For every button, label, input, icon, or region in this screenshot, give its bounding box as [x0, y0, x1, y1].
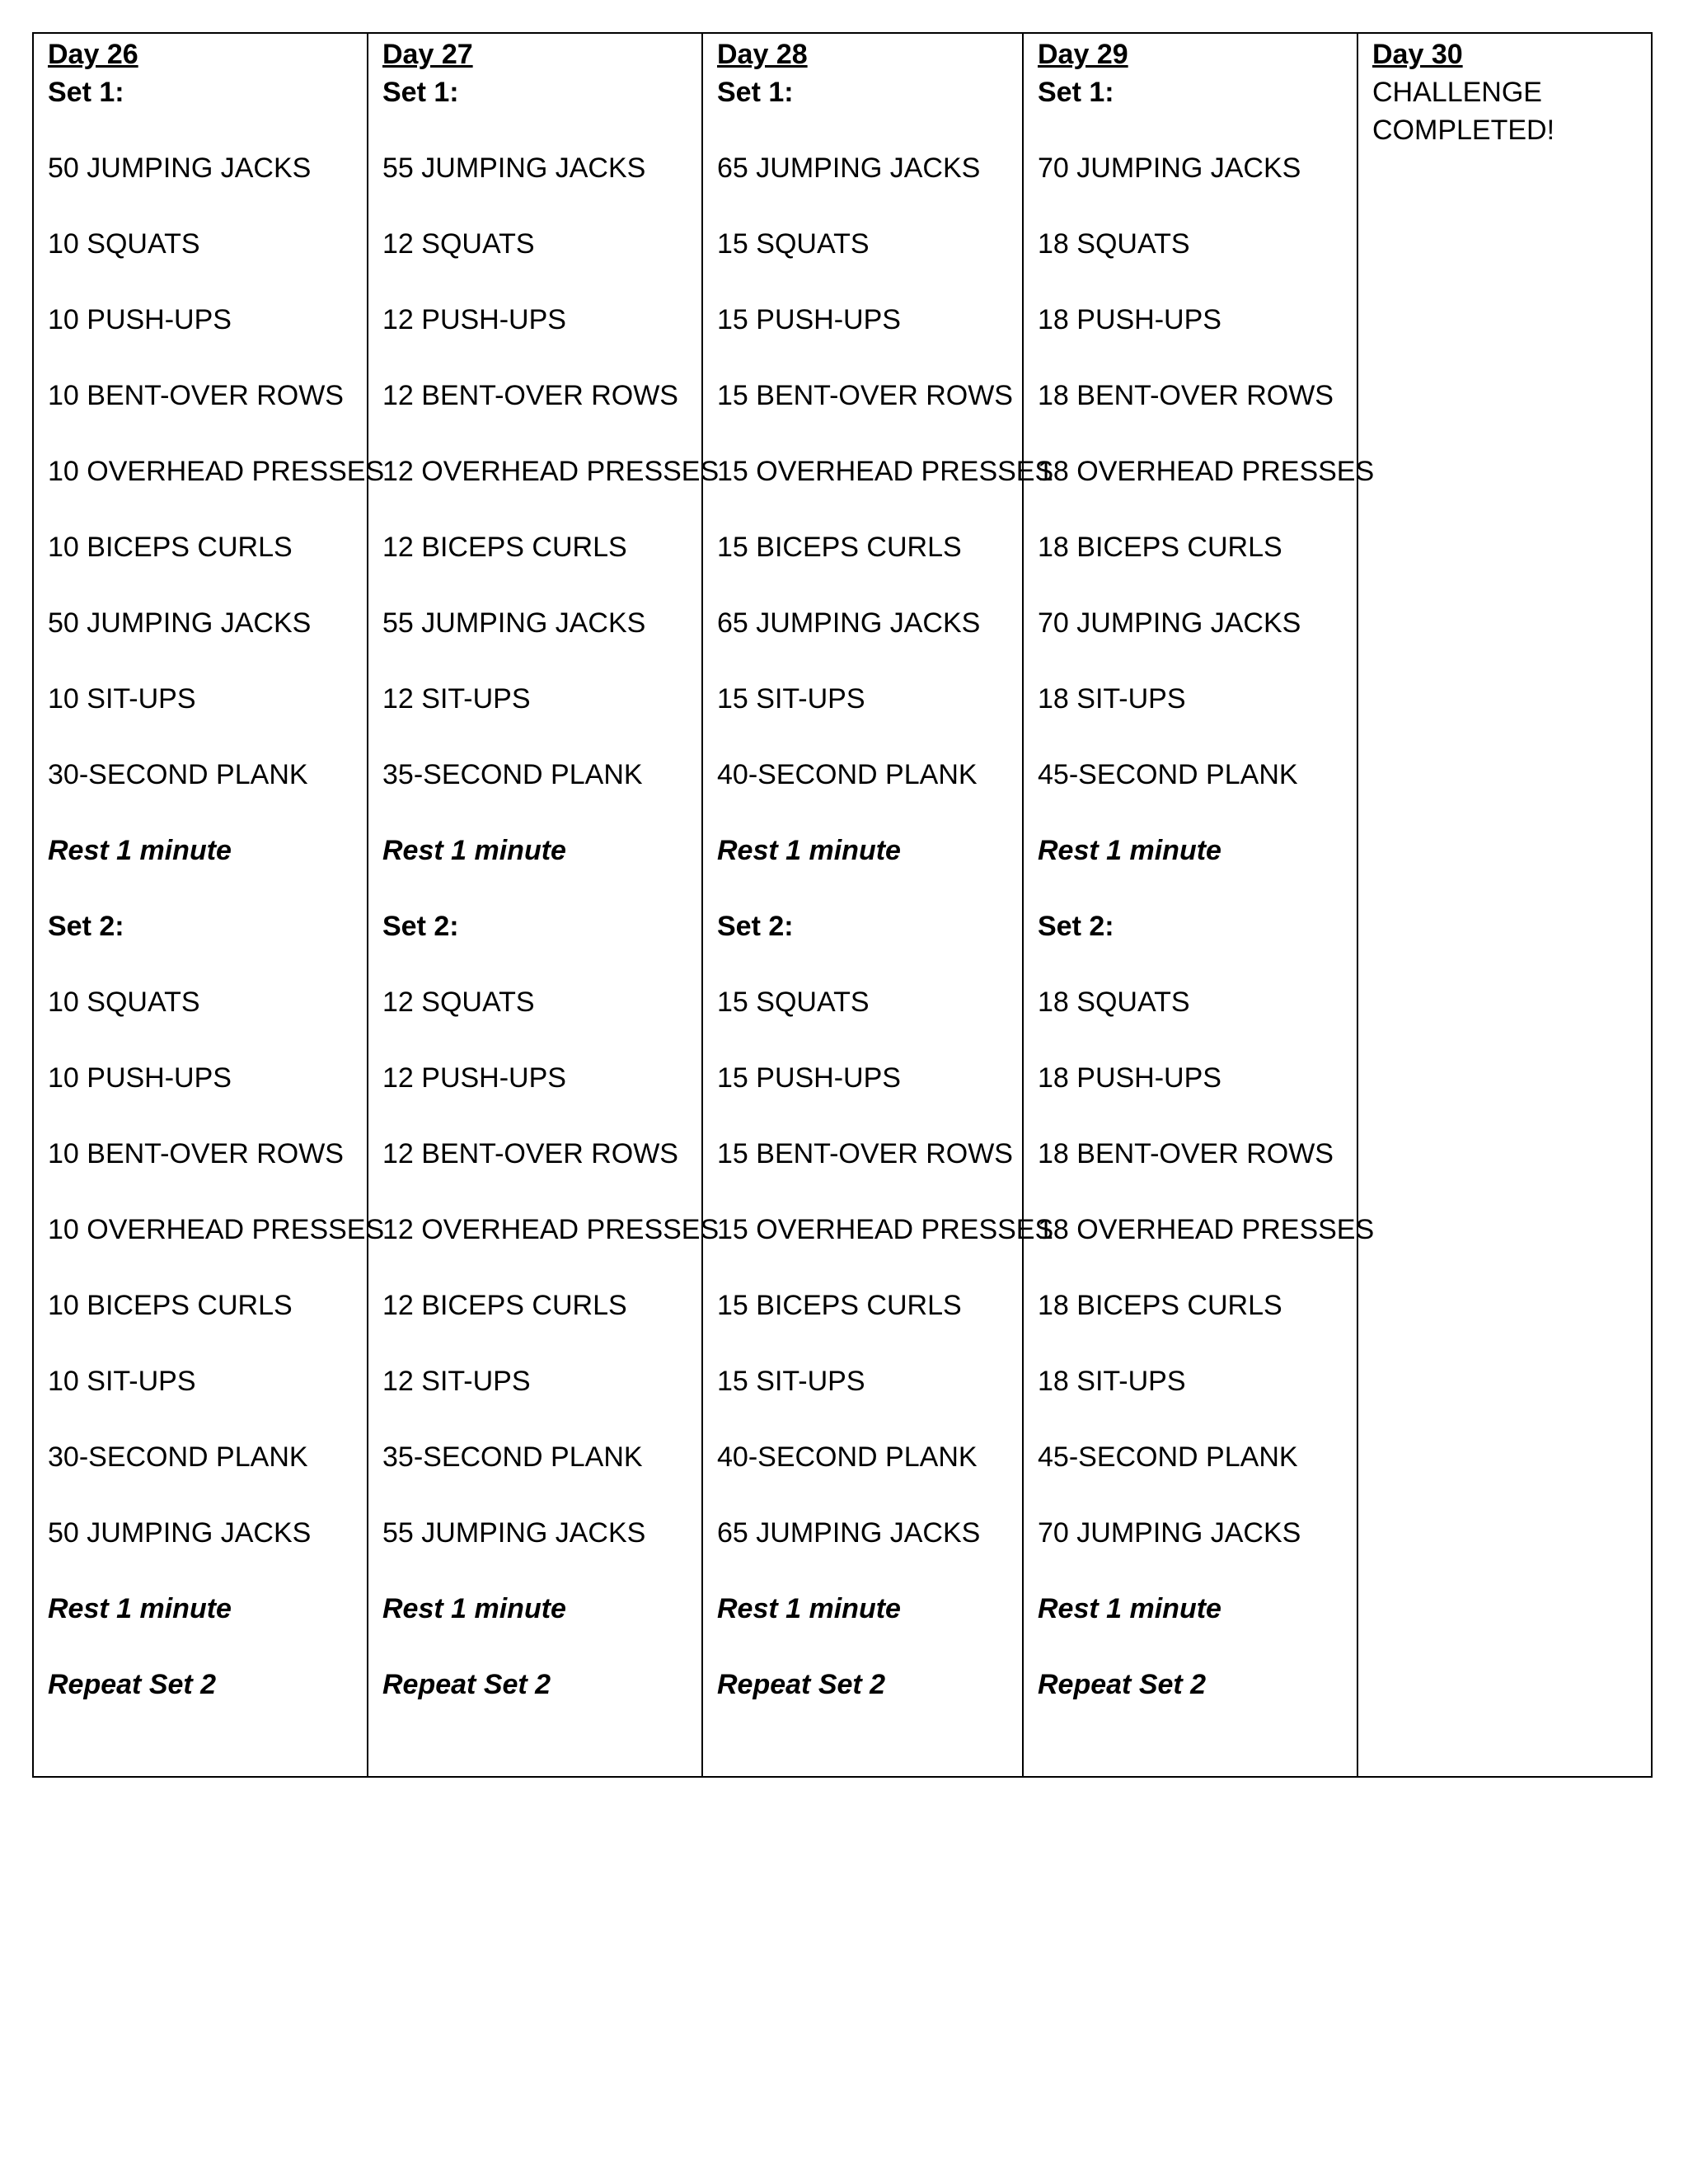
- line-spacer: [48, 642, 367, 680]
- exercise-item: 50 JUMPING JACKS: [48, 1517, 312, 1549]
- line-spacer: [717, 1173, 1022, 1211]
- line-spacer: [48, 1324, 367, 1362]
- exercise-item: 18 BENT-OVER ROWS: [1038, 1138, 1334, 1169]
- rest-note: Rest 1 minute: [48, 1593, 232, 1624]
- line-spacer: [382, 1324, 701, 1362]
- line-spacer: [382, 490, 701, 528]
- exercise-item: 12 PUSH-UPS: [382, 1062, 566, 1094]
- exercise-item: 55 JUMPING JACKS: [382, 607, 646, 639]
- line-spacer: [382, 794, 701, 832]
- workout-schedule-table: [32, 32, 1653, 1778]
- day-column: [703, 34, 1054, 1704]
- line-spacer: [717, 566, 1022, 604]
- line-spacer: [1038, 794, 1357, 832]
- exercise-item: 45-SECOND PLANK: [1038, 759, 1298, 790]
- line-spacer: [1038, 1552, 1357, 1590]
- exercise-item: 30-SECOND PLANK: [48, 1441, 308, 1473]
- set-label: Set 1:: [1038, 77, 1114, 108]
- set-label: Set 1:: [382, 77, 459, 108]
- exercise-item: 18 BICEPS CURLS: [1038, 1290, 1282, 1321]
- exercise-item: 30-SECOND PLANK: [48, 759, 308, 790]
- exercise-item: 65 JUMPING JACKS: [717, 1517, 981, 1549]
- exercise-item: 12 OVERHEAD PRESSES: [382, 456, 720, 487]
- repeat-note: Repeat Set 2: [1038, 1669, 1207, 1700]
- exercise-item: 15 SIT-UPS: [717, 683, 865, 715]
- day-cell: [33, 33, 385, 1777]
- day-title: Day 28: [717, 39, 808, 70]
- exercise-item: 45-SECOND PLANK: [1038, 1441, 1298, 1473]
- line-spacer: [1038, 415, 1357, 452]
- day-title: Day 27: [382, 39, 473, 70]
- line-spacer: [382, 1552, 701, 1590]
- rest-note: Rest 1 minute: [48, 835, 232, 866]
- exercise-item: 10 BICEPS CURLS: [48, 1290, 293, 1321]
- line-spacer: [382, 1400, 701, 1438]
- exercise-item: 15 BENT-OVER ROWS: [717, 1138, 1013, 1169]
- set-label: Set 1:: [717, 77, 794, 108]
- line-spacer: [48, 1249, 367, 1286]
- line-spacer: [1038, 339, 1357, 377]
- day-column: [368, 34, 720, 1704]
- exercise-item: 12 SQUATS: [382, 228, 535, 260]
- exercise-item: 10 PUSH-UPS: [48, 304, 232, 335]
- line-spacer: [1038, 490, 1357, 528]
- line-spacer: [382, 642, 701, 680]
- line-spacer: [1038, 718, 1357, 756]
- exercise-item: 35-SECOND PLANK: [382, 1441, 643, 1473]
- exercise-item: 65 JUMPING JACKS: [717, 152, 981, 184]
- line-spacer: [1038, 566, 1357, 604]
- repeat-note: Repeat Set 2: [48, 1669, 217, 1700]
- line-spacer: [48, 1552, 367, 1590]
- day-cell: [1023, 33, 1375, 1777]
- line-spacer: [382, 869, 701, 907]
- line-spacer: [717, 187, 1022, 225]
- line-spacer: [717, 945, 1022, 983]
- line-spacer: [717, 111, 1022, 149]
- exercise-item: 12 SIT-UPS: [382, 683, 531, 715]
- exercise-item: 15 SQUATS: [717, 987, 870, 1018]
- exercise-item: 12 SQUATS: [382, 987, 535, 1018]
- line-spacer: [48, 566, 367, 604]
- exercise-item: 18 PUSH-UPS: [1038, 304, 1221, 335]
- line-spacer: [382, 1476, 701, 1514]
- line-spacer: [717, 1324, 1022, 1362]
- exercise-item: 15 OVERHEAD PRESSES: [717, 1214, 1054, 1245]
- line-spacer: [48, 187, 367, 225]
- line-spacer: [48, 1400, 367, 1438]
- exercise-item: 15 BENT-OVER ROWS: [717, 380, 1013, 411]
- exercise-item: 12 SIT-UPS: [382, 1366, 531, 1397]
- line-spacer: [1038, 1324, 1357, 1362]
- line-spacer: [1038, 1021, 1357, 1059]
- line-spacer: [48, 1021, 367, 1059]
- exercise-item: 10 BENT-OVER ROWS: [48, 1138, 344, 1169]
- line-spacer: [1038, 187, 1357, 225]
- line-spacer: [382, 187, 701, 225]
- day-column: [34, 34, 385, 1704]
- line-spacer: [382, 566, 701, 604]
- exercise-item: 15 BICEPS CURLS: [717, 532, 962, 563]
- exercise-item: 10 PUSH-UPS: [48, 1062, 232, 1094]
- line-spacer: [717, 1097, 1022, 1135]
- set-label: Set 2:: [1038, 911, 1114, 942]
- exercise-item: 18 SIT-UPS: [1038, 1366, 1186, 1397]
- exercise-item: 70 JUMPING JACKS: [1038, 607, 1301, 639]
- rest-note: Rest 1 minute: [717, 835, 901, 866]
- line-spacer: [1038, 263, 1357, 301]
- line-spacer: [382, 263, 701, 301]
- day-title: Day 30: [1372, 39, 1463, 70]
- line-spacer: [717, 1476, 1022, 1514]
- line-spacer: [48, 1476, 367, 1514]
- line-spacer: [48, 263, 367, 301]
- exercise-item: 12 PUSH-UPS: [382, 304, 566, 335]
- line-spacer: [717, 1021, 1022, 1059]
- line-spacer: [1038, 869, 1357, 907]
- line-spacer: [382, 1097, 701, 1135]
- rest-note: Rest 1 minute: [1038, 835, 1221, 866]
- schedule-row: [33, 33, 1652, 1777]
- exercise-item: 15 SIT-UPS: [717, 1366, 865, 1397]
- line-spacer: [717, 490, 1022, 528]
- exercise-item: 10 BICEPS CURLS: [48, 532, 293, 563]
- line-spacer: [48, 111, 367, 149]
- line-spacer: [48, 718, 367, 756]
- line-spacer: [717, 339, 1022, 377]
- exercise-item: 12 BICEPS CURLS: [382, 1290, 627, 1321]
- line-spacer: [717, 1552, 1022, 1590]
- line-spacer: [717, 263, 1022, 301]
- exercise-item: 35-SECOND PLANK: [382, 759, 643, 790]
- exercise-item: 10 BENT-OVER ROWS: [48, 380, 344, 411]
- exercise-item: 12 BENT-OVER ROWS: [382, 380, 678, 411]
- rest-note: Rest 1 minute: [717, 1593, 901, 1624]
- challenge-status: CHALLENGE COMPLETED!: [1372, 77, 1555, 146]
- exercise-item: 65 JUMPING JACKS: [717, 607, 981, 639]
- line-spacer: [1038, 1400, 1357, 1438]
- line-spacer: [382, 1173, 701, 1211]
- exercise-item: 55 JUMPING JACKS: [382, 1517, 646, 1549]
- day-title: Day 26: [48, 39, 138, 70]
- exercise-item: 10 SIT-UPS: [48, 1366, 196, 1397]
- repeat-note: Repeat Set 2: [382, 1669, 551, 1700]
- set-label: Set 2:: [382, 911, 459, 942]
- line-spacer: [48, 415, 367, 452]
- line-spacer: [382, 415, 701, 452]
- line-spacer: [717, 718, 1022, 756]
- line-spacer: [717, 1249, 1022, 1286]
- final-day-cell: [1357, 33, 1652, 1777]
- exercise-item: 15 OVERHEAD PRESSES: [717, 456, 1054, 487]
- exercise-item: 18 OVERHEAD PRESSES: [1038, 456, 1375, 487]
- line-spacer: [382, 718, 701, 756]
- exercise-item: 15 BICEPS CURLS: [717, 1290, 962, 1321]
- line-spacer: [48, 945, 367, 983]
- day-column: [1024, 34, 1375, 1704]
- exercise-item: 18 BENT-OVER ROWS: [1038, 380, 1334, 411]
- line-spacer: [1038, 1476, 1357, 1514]
- day-cell: [702, 33, 1054, 1777]
- line-spacer: [717, 869, 1022, 907]
- set-label: Set 2:: [717, 911, 794, 942]
- exercise-item: 18 OVERHEAD PRESSES: [1038, 1214, 1375, 1245]
- exercise-item: 18 SQUATS: [1038, 228, 1190, 260]
- exercise-item: 10 OVERHEAD PRESSES: [48, 1214, 385, 1245]
- exercise-item: 70 JUMPING JACKS: [1038, 152, 1301, 184]
- line-spacer: [382, 1628, 701, 1666]
- line-spacer: [717, 794, 1022, 832]
- line-spacer: [48, 1173, 367, 1211]
- exercise-item: 18 SQUATS: [1038, 987, 1190, 1018]
- line-spacer: [48, 490, 367, 528]
- exercise-item: 15 PUSH-UPS: [717, 1062, 901, 1094]
- exercise-item: 50 JUMPING JACKS: [48, 607, 312, 639]
- line-spacer: [1038, 1097, 1357, 1135]
- rest-note: Rest 1 minute: [1038, 1593, 1221, 1624]
- day-cell: [368, 33, 720, 1777]
- exercise-item: 15 SQUATS: [717, 228, 870, 260]
- line-spacer: [382, 945, 701, 983]
- line-spacer: [717, 642, 1022, 680]
- exercise-item: 70 JUMPING JACKS: [1038, 1517, 1301, 1549]
- exercise-item: 18 PUSH-UPS: [1038, 1062, 1221, 1094]
- day-title: Day 29: [1038, 39, 1128, 70]
- line-spacer: [1038, 111, 1357, 149]
- line-spacer: [717, 1628, 1022, 1666]
- line-spacer: [48, 1097, 367, 1135]
- exercise-item: 10 SIT-UPS: [48, 683, 196, 715]
- repeat-note: Repeat Set 2: [717, 1669, 886, 1700]
- exercise-item: 55 JUMPING JACKS: [382, 152, 646, 184]
- line-spacer: [382, 339, 701, 377]
- line-spacer: [382, 1249, 701, 1286]
- exercise-item: 12 BENT-OVER ROWS: [382, 1138, 678, 1169]
- final-day-column: [1358, 34, 1651, 149]
- line-spacer: [717, 415, 1022, 452]
- exercise-item: 12 OVERHEAD PRESSES: [382, 1214, 720, 1245]
- set-label: Set 1:: [48, 77, 124, 108]
- exercise-item: 15 PUSH-UPS: [717, 304, 901, 335]
- line-spacer: [1038, 1628, 1357, 1666]
- line-spacer: [1038, 1249, 1357, 1286]
- line-spacer: [1038, 1173, 1357, 1211]
- exercise-item: 18 BICEPS CURLS: [1038, 532, 1282, 563]
- line-spacer: [48, 869, 367, 907]
- line-spacer: [1038, 945, 1357, 983]
- exercise-item: 40-SECOND PLANK: [717, 759, 978, 790]
- line-spacer: [48, 794, 367, 832]
- rest-note: Rest 1 minute: [382, 835, 566, 866]
- exercise-item: 10 OVERHEAD PRESSES: [48, 456, 385, 487]
- exercise-item: 50 JUMPING JACKS: [48, 152, 312, 184]
- exercise-item: 10 SQUATS: [48, 228, 200, 260]
- line-spacer: [48, 1628, 367, 1666]
- rest-note: Rest 1 minute: [382, 1593, 566, 1624]
- exercise-item: 10 SQUATS: [48, 987, 200, 1018]
- line-spacer: [1038, 642, 1357, 680]
- line-spacer: [48, 339, 367, 377]
- exercise-item: 18 SIT-UPS: [1038, 683, 1186, 715]
- line-spacer: [382, 1021, 701, 1059]
- exercise-item: 40-SECOND PLANK: [717, 1441, 978, 1473]
- line-spacer: [382, 111, 701, 149]
- exercise-item: 12 BICEPS CURLS: [382, 532, 627, 563]
- line-spacer: [717, 1400, 1022, 1438]
- set-label: Set 2:: [48, 911, 124, 942]
